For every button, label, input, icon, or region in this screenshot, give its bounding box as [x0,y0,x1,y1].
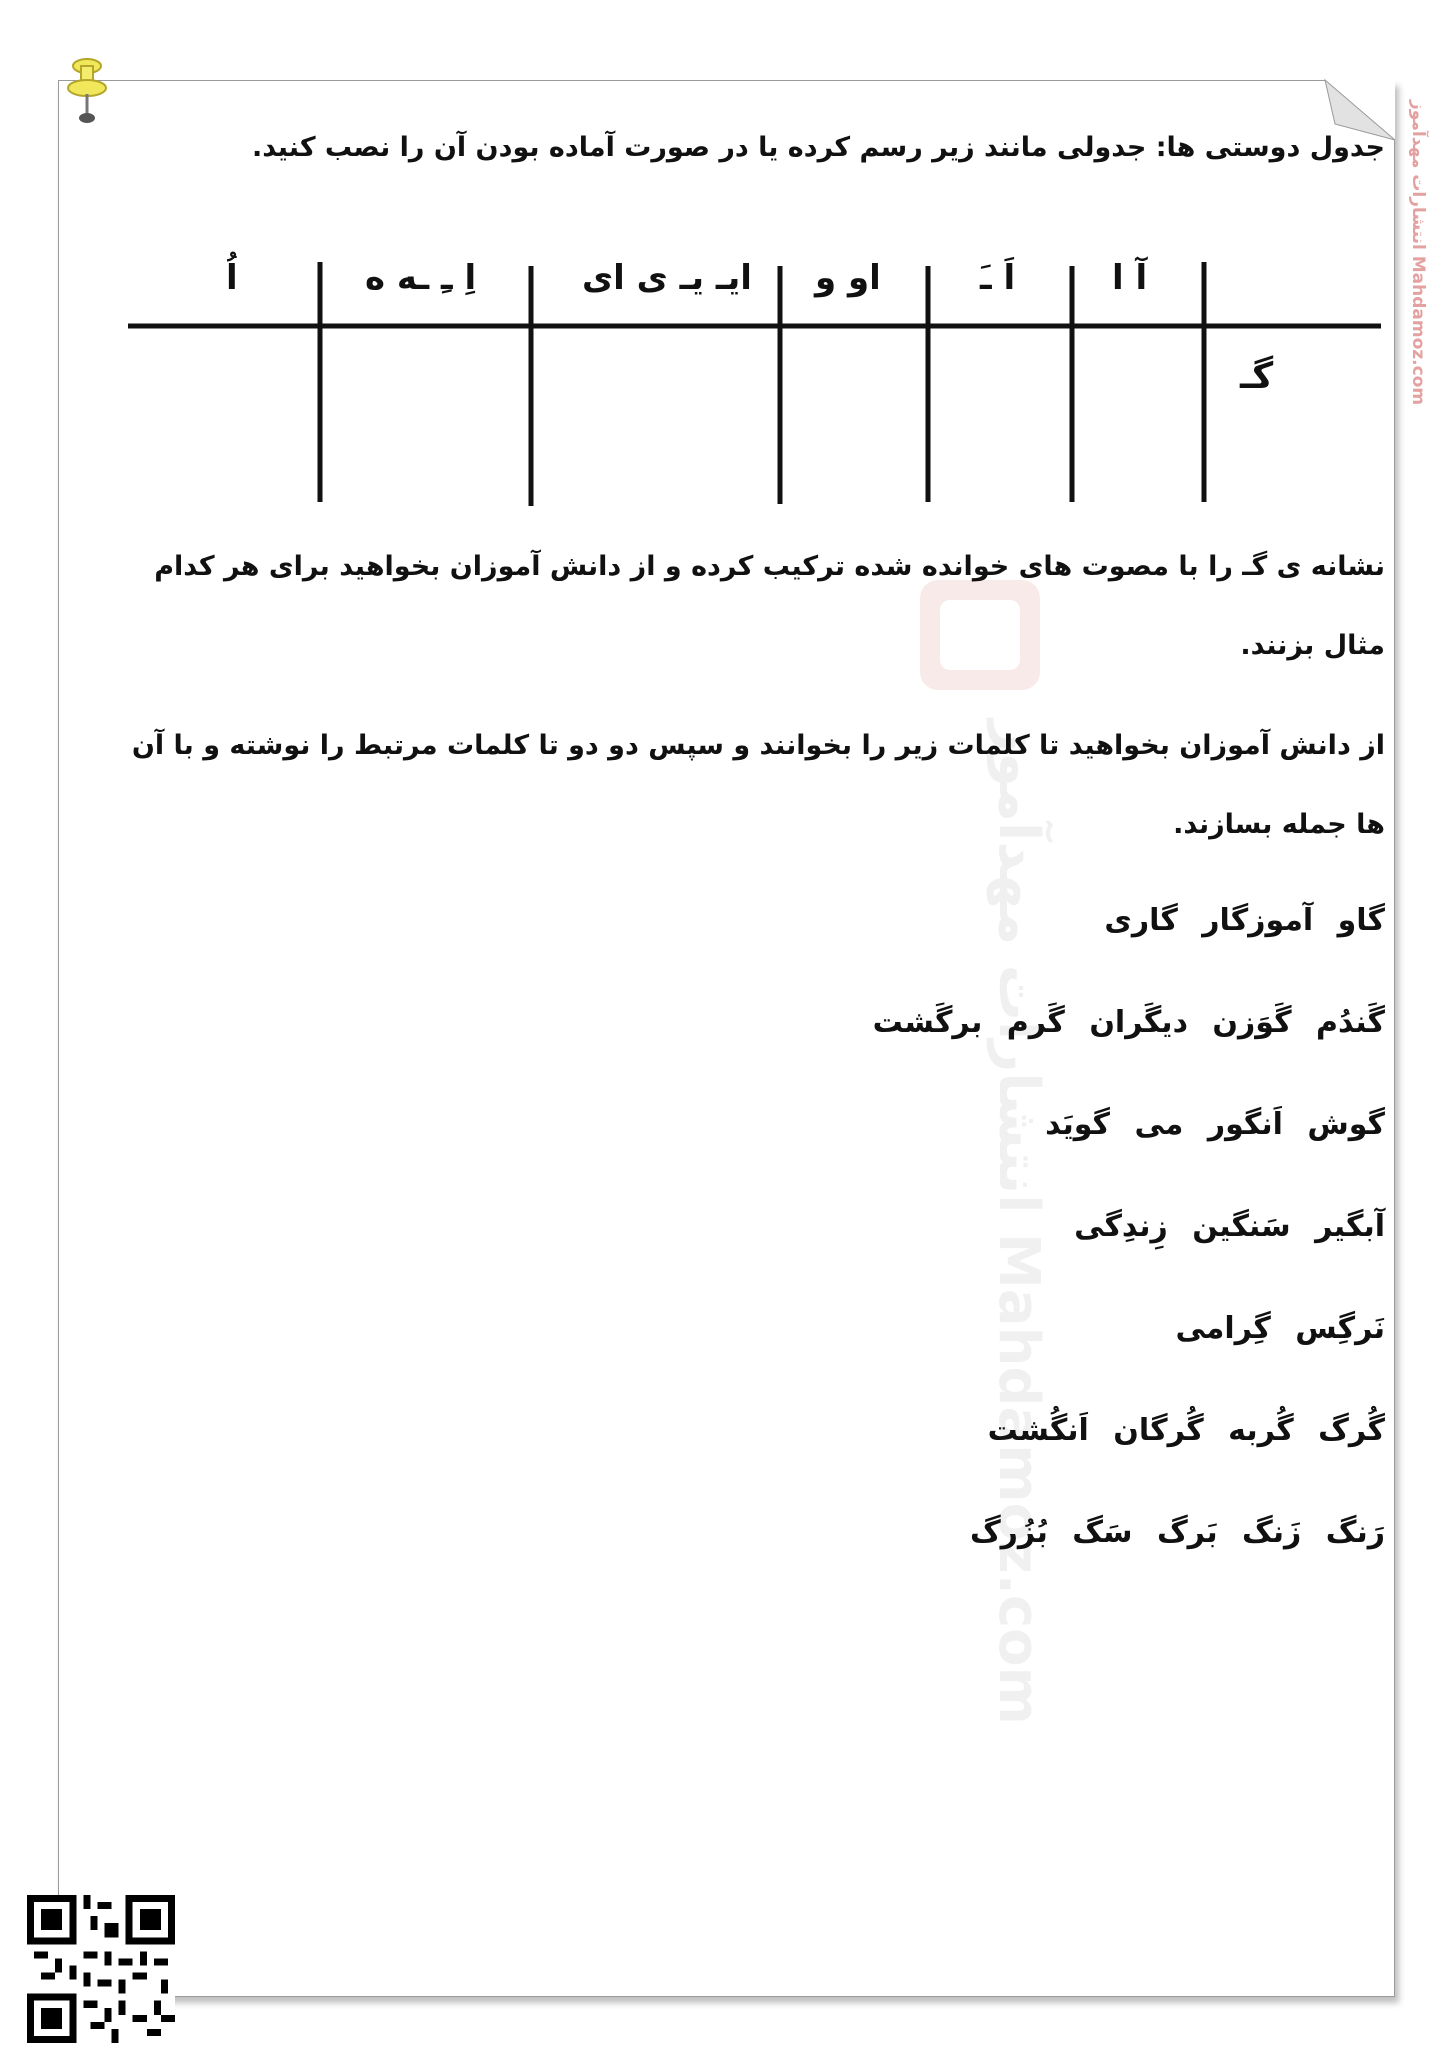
word-line-1: گاو آموزگار گاری [1104,903,1385,938]
instruction-title: جدول دوستی ها: جدولی مانند زیر رسم کرده یا در صورت آماده بودن آن را نصب کنید. [251,132,1385,163]
word-line-7: رَنگ زَنگ بَرگ سَگ بُزُرگ [969,1515,1385,1550]
word-line-3: گوش اَنگور می گویَد [1045,1107,1385,1142]
word-line-5: نَرگِس گِرامی [1175,1311,1385,1346]
word-line-4: آبگیر سَنگین زِندِگی [1074,1209,1385,1244]
table-header-e: اِ ـِ ـه ه [365,258,477,298]
side-watermark [1396,100,1426,440]
push-pin-icon [64,56,110,126]
table-header-oo: او و [815,258,881,298]
word-line-6: گُرگ گُربه گُرگان اَنگُشت [987,1413,1385,1448]
side-watermark-text: انتشارات مهدآموز Mahdamoz.com [1408,100,1428,406]
page-fold-corner [1325,80,1395,140]
table-row-label: گـ [1240,356,1274,397]
table-header-o: اُ [226,258,238,298]
center-watermark-text: انتشارات مهدآموز Mahdamoz.com [986,720,1051,1725]
table-header-ee: ایـ یـ ی ای [582,258,752,298]
word-line-2: گَندُم گَوَزن دیگَران گَرم برگَشت [872,1005,1385,1040]
paragraph-read-words: از دانش آموزان بخواهید تا کلمات زیر را بخوانند و سپس دو دو تا کلمات مرتبط را نوشته و با آن ها جمله بسازند. [131,730,1385,840]
qr-code[interactable] [24,1895,178,2043]
paragraph-combine-sign: نشانه ی گـ را با مصوت های خوانده شده ترکیب کرده و از دانش آموزان بخواهید برای هر کدام مثال بزنند. [154,551,1385,661]
table-header-aa: آ ا [1112,258,1148,298]
table-header-a: اَ ـَ [980,258,1016,298]
